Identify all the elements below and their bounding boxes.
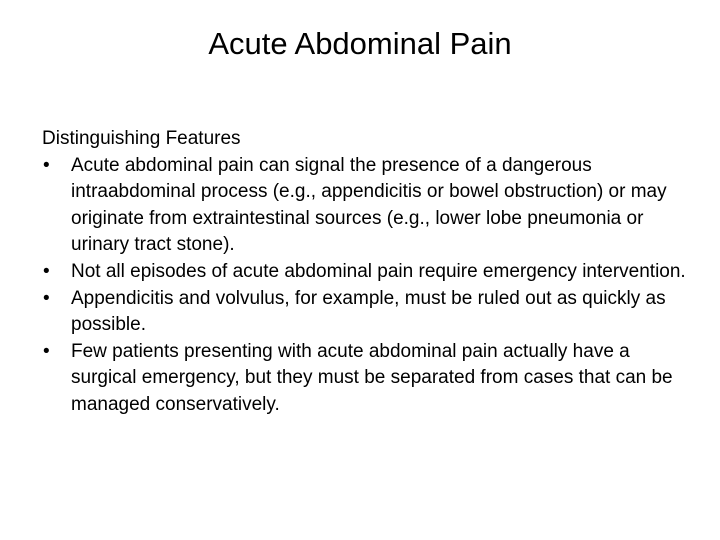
bullet-icon: • (43, 340, 50, 362)
bullet-icon: • (43, 260, 50, 282)
bullet-icon: • (43, 287, 50, 309)
bullet-item (42, 259, 692, 286)
bullet-text: Not all episodes of acute abdominal pain require emergency intervention. (71, 260, 686, 282)
bullet-item (42, 339, 692, 419)
bullet-item (42, 286, 692, 339)
bullet-item (42, 153, 692, 259)
slide-content (42, 126, 692, 419)
bullet-text: Few patients presenting with acute abdominal pain actually have a surgical emergency, but they must be separated from cases that can be managed conservatively. (71, 340, 673, 415)
bullet-icon: • (43, 154, 50, 176)
bullet-text: Acute abdominal pain can signal the presence of a dangerous intraabdominal process (e.g., appendicitis or bowel obstruction) or may originate from extraintestinal sources (e.g., lower lobe pneumonia or urinary tract stone). (71, 154, 667, 256)
bullet-text: Appendicitis and volvulus, for example, must be ruled out as quickly as possible. (71, 287, 666, 336)
section-heading: Distinguishing Features (42, 128, 241, 149)
bullet-list (42, 153, 692, 419)
slide-title: Acute Abdominal Pain (208, 26, 512, 61)
